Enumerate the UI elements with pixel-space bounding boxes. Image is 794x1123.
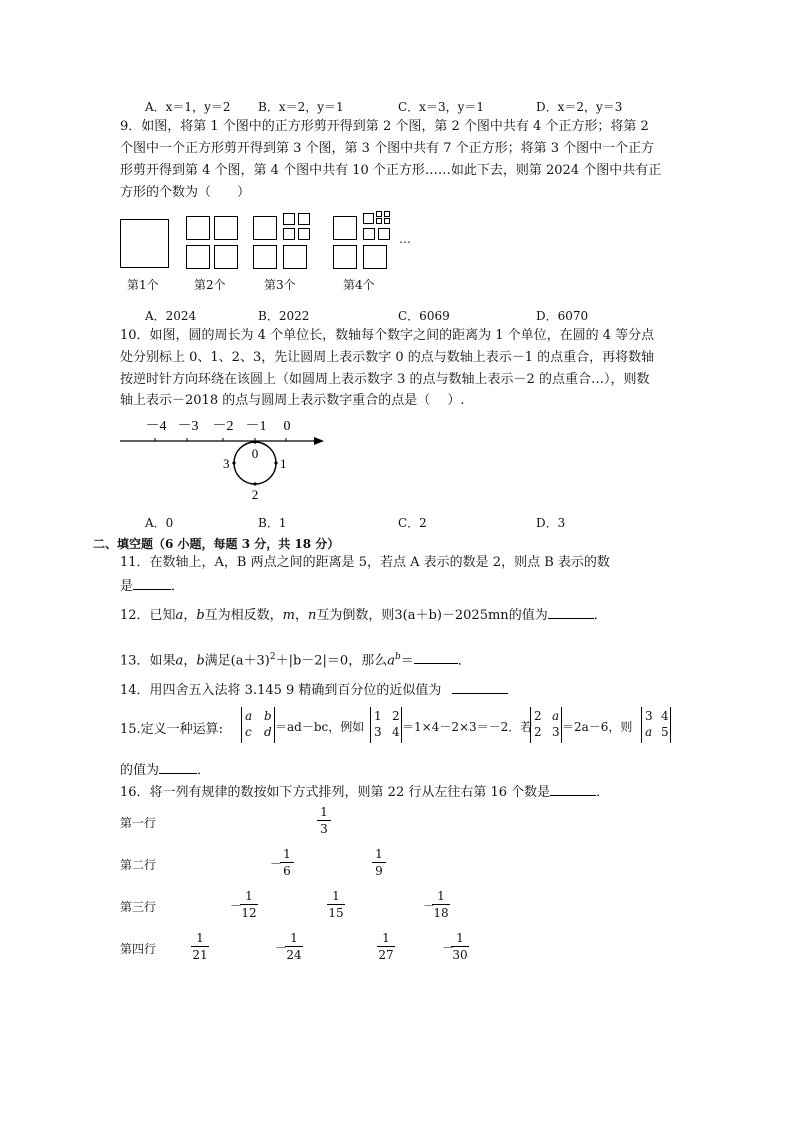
minus-sign: －: [423, 899, 436, 913]
q13-result-base: a: [387, 653, 395, 669]
figure4-small-square: [378, 228, 390, 240]
q15-definition-determinant: [241, 707, 275, 743]
q15-answer-blank[interactable]: [159, 760, 197, 774]
det-entry: 3: [552, 725, 560, 739]
fraction-bar: [317, 820, 331, 821]
q10-text-line-4: 轴上表示－2018 的点与圆周上表示数字重合的点是（ ）.: [120, 393, 465, 408]
figure4-square: [363, 245, 387, 269]
q15-line-2: [120, 760, 210, 780]
figure3-small-square: [283, 228, 295, 240]
figure2-square: [214, 216, 238, 240]
det-entry: 4: [661, 709, 669, 723]
q15-prefix: 15.定义一种运算:: [120, 722, 224, 737]
fraction-bar: [377, 946, 395, 947]
denominator: 6: [283, 864, 291, 878]
figure1-label: 第1个: [127, 278, 159, 292]
q13-sep: ，: [183, 653, 197, 669]
denominator: 15: [328, 906, 344, 920]
tick-label-neg2: －2: [212, 419, 234, 434]
det-entry: 2: [392, 709, 400, 723]
numerator: 1: [382, 931, 390, 945]
figure4-tiny-square: [376, 218, 382, 224]
fraction: [377, 931, 395, 962]
section2-heading: 二、填空题（6 小题，每题 3 分，共 18 分）: [93, 537, 340, 551]
q12-prefix: 12．已知: [120, 608, 176, 623]
fraction-bar: [432, 904, 450, 905]
denominator: 18: [433, 906, 449, 920]
row-label-2: 第二行: [120, 858, 157, 872]
q16-text: 16．将一列有规律的数按如下方式排列，则第 22 行从左往右第 16 个数是: [120, 785, 551, 800]
fraction: [240, 889, 258, 920]
fraction-bar: [327, 904, 345, 905]
q10-option-c: C．2: [398, 516, 427, 530]
figure3-square: [253, 216, 277, 240]
q9-text-line-3: 形剪开得到第 4 个图，第 4 个图中共有 10 个正方形……如此下去，则第 2024 个图中共有正: [120, 163, 662, 178]
figure-ellipsis: …: [399, 232, 411, 246]
fraction-bar: [372, 862, 386, 863]
figure4-tiny-square: [376, 211, 382, 217]
figure2-square: [214, 245, 238, 269]
q10-text-line-1: 10．如图，圆的周长为 4 个单位长，数轴每个数字之间的距离为 1 个单位，在圆的 4 等分点: [120, 328, 655, 343]
q15-condition-determinant: [530, 707, 562, 743]
q9-text-line-2: 个图中一个正方形剪开得到第 3 个图，第 3 个图中共有 7 个正方形；将第 3 个图中一个正方: [120, 141, 655, 156]
fraction: [191, 931, 209, 962]
denominator: 30: [452, 948, 468, 962]
det-entry: 3: [374, 725, 382, 739]
minus-sign: －: [275, 941, 288, 955]
row-label-1: 第一行: [120, 816, 157, 830]
q12-var-a: a: [175, 608, 184, 623]
fraction: [327, 889, 345, 920]
q12-expression: 3(a＋b)－2025mn: [394, 608, 509, 623]
figure4-small-square: [363, 228, 375, 240]
fraction: [317, 805, 331, 836]
q9-option-a: A．2024: [145, 309, 197, 323]
q8-option-a: A．x＝1，y＝2: [145, 100, 231, 114]
q12-mid: 互为相反数，: [204, 608, 283, 623]
q13-result-exponent: b: [394, 652, 401, 662]
q13-prefix: 13．如果: [120, 653, 176, 669]
fraction-bar: [451, 946, 469, 947]
q11-text-line-2: [120, 576, 184, 596]
q14-text: 14．用四舍五入法将 3.145 9 精确到百分位的近似值为: [120, 683, 442, 698]
q10-option-a: A．0: [145, 516, 174, 530]
q13-equals: ＝: [400, 653, 414, 669]
denominator: 9: [375, 864, 383, 878]
q15-definition-rhs: ＝ad－bc，例如: [275, 720, 365, 734]
q13-expression-rest: ＋|b－2|＝0，那么: [275, 653, 388, 669]
denominator: 12: [241, 906, 257, 920]
row-label-4: 第四行: [120, 942, 157, 956]
circle-label-0: 0: [251, 446, 259, 461]
q16-line: [120, 782, 609, 802]
q12-answer-blank[interactable]: [548, 605, 594, 619]
fraction: [432, 889, 450, 920]
fraction: [451, 931, 469, 962]
circle-label-1: 1: [280, 456, 287, 471]
q12-sep2: ，: [295, 608, 309, 623]
figure3-small-square: [298, 213, 310, 225]
numerator: 1: [283, 847, 291, 861]
numerator: 1: [332, 889, 340, 903]
figure2-square: [186, 216, 210, 240]
q15-line2-prefix: 的值为: [120, 763, 160, 778]
figure3-small-square: [283, 213, 295, 225]
q11-suffix: ．: [171, 579, 185, 594]
tick-label-0: 0: [283, 419, 291, 434]
det-entry: b: [264, 709, 272, 723]
axis-arrowhead: [314, 437, 324, 445]
denominator: 21: [192, 948, 208, 962]
fraction: [285, 931, 303, 962]
circle-label-2: 2: [251, 487, 259, 502]
q12-var-m: m: [282, 608, 295, 623]
det-entry: 1: [374, 709, 382, 723]
figure4-tiny-square: [384, 218, 390, 224]
circle-point-0: [253, 440, 256, 443]
q13-answer-blank[interactable]: [414, 650, 458, 664]
figure4-square: [333, 216, 357, 240]
q12-end: ．: [593, 608, 607, 623]
q9-text-line-1: 9．如图，将第 1 个图中的正方形剪开得到第 2 个图，第 2 个图中共有 4 个正方形；将第 2: [120, 119, 649, 134]
q11-text-line-1: 11．在数轴上，A，B 两点之间的距离是 5，若点 A 表示的数是 2，则点 B 表示的数: [120, 555, 610, 570]
det-entry: a: [552, 709, 560, 723]
q9-option-d: D．6070: [536, 309, 589, 323]
denominator: 24: [286, 948, 302, 962]
q12-var-n: n: [308, 608, 317, 623]
denominator: 27: [378, 948, 394, 962]
q16-end: ．: [596, 785, 610, 800]
det-entry: 4: [392, 725, 400, 739]
q15-condition-rhs: ＝2a－6，则: [562, 720, 633, 734]
figure3-label: 第3个: [264, 278, 296, 292]
figure3-small-square: [298, 228, 310, 240]
numerator: 1: [456, 931, 464, 945]
number-line-circle-diagram: [110, 410, 340, 505]
q10-option-b: B．1: [258, 516, 287, 530]
q15-line2-suffix: ．: [197, 763, 211, 778]
det-entry: a: [645, 725, 653, 739]
det-entry: a: [245, 709, 253, 723]
q13-mid: 满足: [204, 653, 231, 669]
fraction-bar: [191, 946, 209, 947]
figure1-square: [120, 219, 169, 268]
q13-var-a: a: [175, 653, 184, 669]
fraction: [372, 847, 386, 878]
det-entry: 2: [534, 709, 542, 723]
q13-var-b: b: [196, 653, 205, 669]
fraction: [280, 847, 294, 878]
q9-option-b: B．2022: [258, 309, 310, 323]
figure2-label: 第2个: [194, 278, 226, 292]
figure3-square: [283, 245, 307, 269]
circle-point-2: [253, 482, 256, 485]
numerator: 1: [245, 889, 253, 903]
figure4-square: [333, 245, 357, 269]
det-entry: 3: [645, 709, 653, 723]
q13-expression: (a＋3): [230, 653, 270, 669]
q12-mid2: 互为倒数，则: [316, 608, 395, 623]
q13-line: [120, 648, 471, 670]
tick-label-neg3: －3: [177, 419, 199, 434]
figure2-square: [186, 245, 210, 269]
q16-answer-blank[interactable]: [550, 782, 596, 796]
row-label-3: 第三行: [120, 900, 157, 914]
q14-answer-blank[interactable]: [452, 680, 508, 694]
det-entry: d: [264, 725, 272, 739]
denominator: 3: [320, 822, 328, 836]
q8-option-d: D．x＝2，y＝3: [536, 100, 623, 114]
q9-option-c: C．6069: [398, 309, 450, 323]
q12-var-b: b: [196, 608, 205, 623]
q15-example-determinant: [370, 707, 402, 743]
q8-option-b: B．x＝2，y＝1: [258, 100, 344, 114]
numerator: 1: [196, 931, 204, 945]
q11-answer-blank[interactable]: [133, 576, 171, 590]
det-entry: 5: [661, 725, 669, 739]
figure4-small-square: [363, 213, 374, 224]
fraction-bar: [285, 946, 303, 947]
minus-sign: －: [270, 857, 283, 871]
numerator: 1: [320, 805, 328, 819]
q12-line: [120, 605, 607, 625]
q12-suffix: 的值为: [508, 608, 548, 623]
q10-text-line-2: 处分别标上 0、1、2、3，先让圆周上表示数字 0 的点与数轴上表示－1 的点重合，再将数轴: [120, 350, 655, 365]
circle-point-3: [232, 461, 235, 464]
q9-text-line-4: 方形的个数为（ ）: [120, 185, 251, 200]
numerator: 1: [375, 847, 383, 861]
numerator: 1: [437, 889, 445, 903]
q10-text-line-3: 按逆时针方向环绕在该圆上（如圆周上表示数字 3 的点与数轴上表示－2 的点重合…），则数: [120, 372, 650, 387]
figure3-square: [253, 245, 277, 269]
det-entry: 2: [534, 725, 542, 739]
figure4-label: 第4个: [343, 278, 375, 292]
q8-option-c: C．x＝3，y＝1: [398, 100, 484, 114]
q13-end: ．: [457, 653, 471, 669]
q13-exponent: 2: [269, 652, 276, 662]
q11-prefix: 是: [120, 579, 134, 594]
minus-sign: －: [442, 941, 455, 955]
figure4-tiny-square: [384, 211, 390, 217]
fraction-bar: [240, 904, 258, 905]
numerator: 1: [290, 931, 298, 945]
fraction-bar: [280, 862, 294, 863]
tick-label-neg4: －4: [145, 419, 167, 434]
q15-question-determinant: [641, 707, 671, 743]
q15-example-rhs: ＝1×4－2×3＝－2．若: [402, 720, 533, 734]
q14-line: [120, 680, 508, 700]
q12-sep1: ，: [183, 608, 197, 623]
q10-option-d: D．3: [536, 516, 566, 530]
tick-label-neg1: －1: [245, 419, 267, 434]
det-entry: c: [245, 725, 252, 739]
circle-point-1: [274, 461, 277, 464]
circle-label-3: 3: [223, 456, 230, 471]
minus-sign: －: [230, 899, 243, 913]
